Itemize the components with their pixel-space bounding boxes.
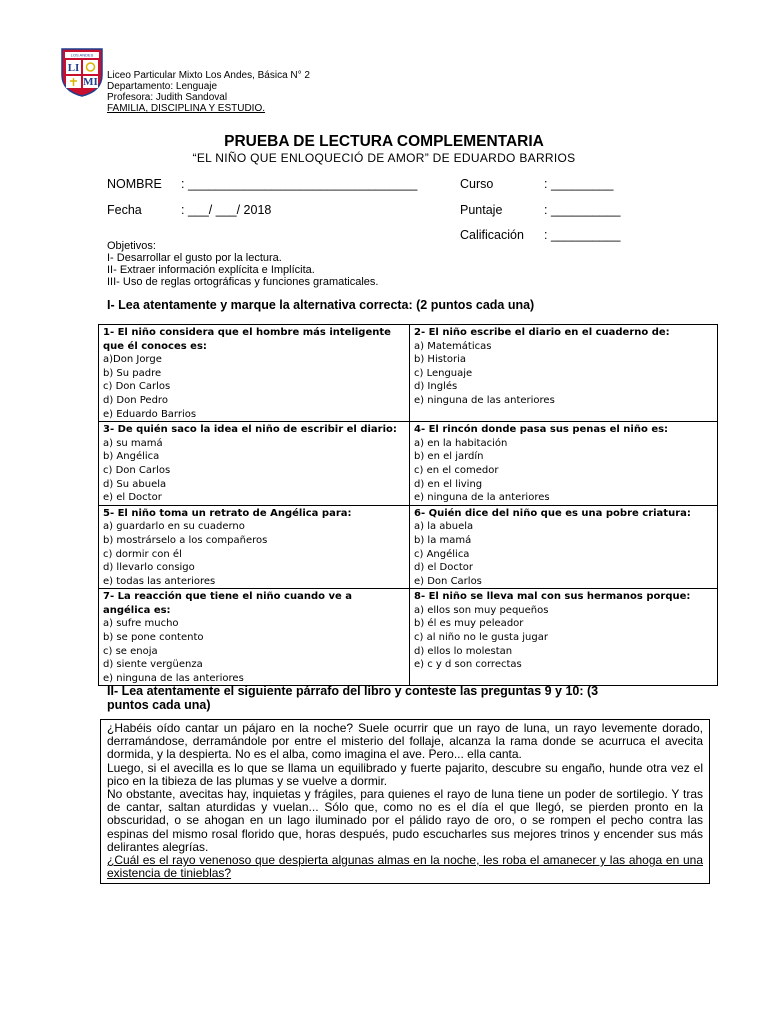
answer-option[interactable]: b) Su padre xyxy=(103,367,162,379)
passage-question: ¿Cuál es el rayo venenoso que despierta algunas almas en la noche, les roba el amanecer y las ahoga en una existencia de tinieblas? xyxy=(107,853,703,881)
answer-option[interactable]: e) ninguna de la anteriores xyxy=(414,492,550,504)
nombre-label: NOMBRE xyxy=(107,177,162,191)
page-title: PRUEBA DE LECTURA COMPLEMENTARIA xyxy=(224,133,544,150)
answer-option[interactable]: d) Su abuela xyxy=(103,478,167,490)
crest-text-top: LOS ANDES xyxy=(70,52,94,58)
answer-option[interactable]: c) se enoja xyxy=(103,645,158,657)
answer-option[interactable]: a) en la habitación xyxy=(414,437,508,449)
fecha-field[interactable]: : ___/ ___/ 2018 xyxy=(181,203,272,217)
answer-option[interactable]: d) ellos lo molestan xyxy=(414,645,513,657)
curso-label: Curso xyxy=(460,177,494,191)
answer-option[interactable]: e) ninguna de las anteriores xyxy=(103,672,244,684)
section1-heading: I- Lea atentamente y marque la alternativa correcta: (2 puntos cada una) xyxy=(107,298,535,312)
question-cell xyxy=(99,325,410,422)
answer-option[interactable]: a)Don Jorge xyxy=(103,354,162,366)
answer-option[interactable]: b) él es muy peleador xyxy=(414,618,524,630)
teacher: Profesora: Judith Sandoval xyxy=(107,92,228,103)
question-cell xyxy=(410,422,718,506)
answer-option[interactable]: b) en el jardín xyxy=(414,451,484,463)
section2-heading-line2: puntos cada una) xyxy=(107,698,211,712)
calificacion-label: Calificación xyxy=(460,228,524,242)
answer-option[interactable]: d) en el living xyxy=(414,478,483,490)
question-cell xyxy=(99,422,410,506)
answer-option[interactable]: e) Eduardo Barrios xyxy=(103,408,197,420)
answer-option[interactable]: c) dormir con él xyxy=(103,548,182,560)
question-cell xyxy=(99,589,410,686)
answer-option[interactable]: e) todas las anteriores xyxy=(103,575,216,587)
school-crest-logo xyxy=(60,45,104,97)
answer-option[interactable]: d) el Doctor xyxy=(414,562,474,574)
question-text: 3- De quién saco la idea el niño de escribir el diario: xyxy=(103,424,397,436)
answer-option[interactable]: d) Inglés xyxy=(414,381,458,393)
answer-option[interactable]: a) guardarlo en su cuaderno xyxy=(103,521,245,533)
answer-option[interactable]: d) Don Pedro xyxy=(103,394,168,406)
nombre-field[interactable]: : _________________________________ xyxy=(181,177,418,191)
question-text: 6- Quién dice del niño que es una pobre criatura: xyxy=(414,507,691,519)
answer-option[interactable]: b) se pone contento xyxy=(103,632,204,644)
answer-option[interactable]: b) Historia xyxy=(414,354,466,366)
question-cell xyxy=(410,505,718,589)
answer-option[interactable]: c) al niño no le gusta jugar xyxy=(414,632,548,644)
question-cell xyxy=(410,589,718,686)
question-row xyxy=(99,422,718,506)
answer-option[interactable]: c) Lenguaje xyxy=(414,367,473,379)
puntaje-label: Puntaje xyxy=(460,203,503,217)
answer-option[interactable]: c) Don Carlos xyxy=(103,381,171,393)
answer-option[interactable]: e) el Doctor xyxy=(103,492,162,504)
answer-option[interactable]: e) Don Carlos xyxy=(414,575,482,587)
page-subtitle: “EL NIÑO QUE ENLOQUECIÓ DE AMOR” DE EDUARDO BARRIOS xyxy=(192,151,576,165)
answer-option[interactable]: b) mostrárselo a los compañeros xyxy=(103,534,268,546)
question-cell xyxy=(410,325,718,422)
question-text: 1- El niño considera que el hombre más inteligente xyxy=(103,327,391,338)
school-name: Liceo Particular Mixto Los Andes, Básica N° 2 xyxy=(107,70,310,81)
objective-item: II- Extraer información explícita e Implícita. xyxy=(107,264,315,276)
school-motto: FAMILIA, DISCIPLINA Y ESTUDIO. xyxy=(107,103,266,114)
question-text: que él conoces es: xyxy=(103,340,207,352)
question-text: 8- El niño se lleva mal con sus hermanos porque: xyxy=(414,591,691,603)
fecha-label: Fecha xyxy=(107,203,142,217)
question-text: 5- El niño toma un retrato de Angélica para: xyxy=(103,507,352,519)
passage-paragraph: No obstante, avecitas hay, inquietas y frágiles, para quienes el rayo de luna tiene un poder de sortilegio. Y tras de cantar, saltan aturdidas y vuelan... Sólo que, como no es el día el que llegó, se pierden pronto en la obscuridad, o se ahogan en un lago iluminado por el pálido rayo de oro, o se rompen el pecho contra las espinas del mismo rosal florido que, horas después, pudo escucharles sus mejores trinos y encender sus más delirantes alegrías. xyxy=(107,787,703,854)
puntaje-field[interactable]: : __________ xyxy=(544,203,621,217)
crest-letters-left: LI xyxy=(67,62,80,74)
objective-item: III- Uso de reglas ortográficas y funciones gramaticales. xyxy=(107,276,379,288)
section2-heading-line1: II- Lea atentamente el siguiente párrafo del libro y conteste las preguntas 9 y 10: (3 xyxy=(107,684,599,698)
passage-paragraph: Luego, si el avecilla es lo que se llama un equilibrado y fuerte pajarito, descubre su engaño, hunde otra vez el pico en la tibieza de las plumas y se vuelve a dormir. xyxy=(107,760,703,788)
answer-option[interactable]: d) siente vergüenza xyxy=(103,659,203,671)
answer-option[interactable]: e) ninguna de las anteriores xyxy=(414,394,555,406)
question-text: angélica es: xyxy=(103,604,171,616)
department: Departamento: Lenguaje xyxy=(107,81,218,92)
crest-letters-right: MI xyxy=(83,76,98,88)
question-row xyxy=(99,589,718,686)
answer-option[interactable]: a) Matemáticas xyxy=(414,340,492,352)
questions-table xyxy=(98,324,718,686)
answer-option[interactable]: b) Angélica xyxy=(103,451,160,463)
answer-option[interactable]: a) su mamá xyxy=(103,437,163,449)
answer-option[interactable]: c) Angélica xyxy=(414,548,470,560)
reading-passage-box xyxy=(100,719,710,884)
question-row xyxy=(99,325,718,422)
answer-option[interactable]: d) llevarlo consigo xyxy=(103,562,195,574)
question-text: 4- El rincón donde pasa sus penas el niño es: xyxy=(414,424,669,436)
question-text: 2- El niño escribe el diario en el cuaderno de: xyxy=(414,327,670,338)
answer-option[interactable]: c) en el comedor xyxy=(414,464,499,476)
answer-option[interactable]: a) la abuela xyxy=(414,521,474,533)
curso-field[interactable]: : _________ xyxy=(544,177,614,191)
answer-option[interactable]: c) Don Carlos xyxy=(103,464,171,476)
answer-option[interactable]: e) c y d son correctas xyxy=(414,659,522,671)
answer-option[interactable]: a) ellos son muy pequeños xyxy=(414,604,549,616)
question-text: 7- La reacción que tiene el niño cuando ve a xyxy=(103,591,352,603)
section2-heading xyxy=(107,684,598,712)
passage-paragraph: ¿Habéis oído cantar un pájaro en la noche? Suele ocurrir que un rayo de luna, un rayo levemente dorado, derramándose, derramándole por entre el misterio del follaje, alcanza la rama donde se acurruca el avecita dormida, y la despierta. No es el alba, como imagina el ave. Pero... ella canta. xyxy=(107,721,703,762)
answer-option[interactable]: b) la mamá xyxy=(414,534,472,546)
question-cell xyxy=(99,505,410,589)
objective-item: I- Desarrollar el gusto por la lectura. xyxy=(107,252,282,264)
calificacion-field[interactable]: : __________ xyxy=(544,228,621,242)
question-row xyxy=(99,505,718,589)
answer-option[interactable]: a) sufre mucho xyxy=(103,618,179,630)
objectives-heading: Objetivos: xyxy=(107,240,156,252)
